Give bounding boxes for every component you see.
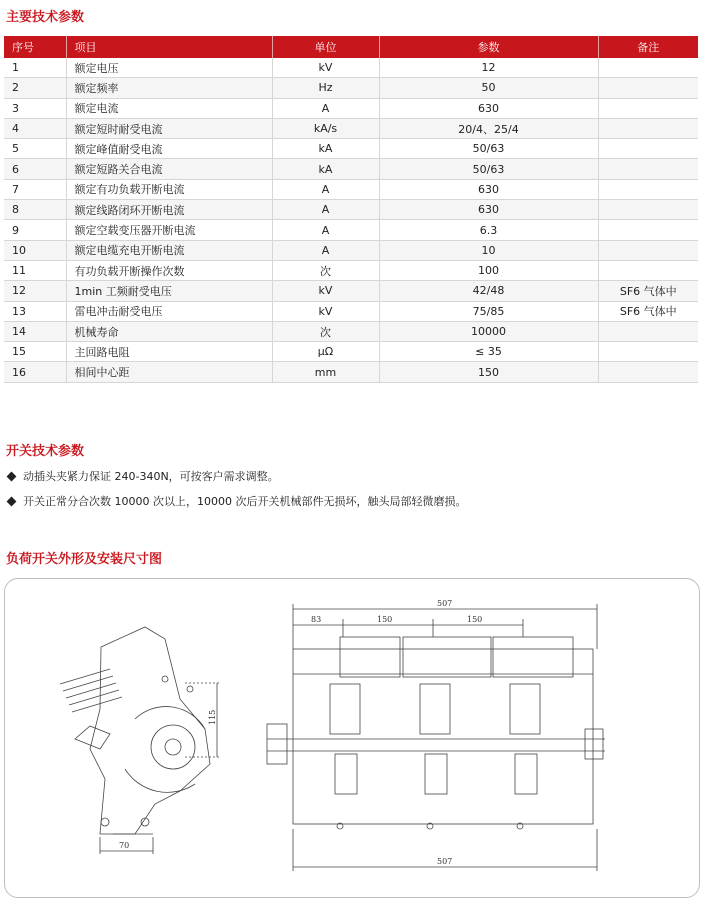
cell-item: 有功负载开断操作次数 bbox=[66, 260, 272, 280]
table-row bbox=[4, 139, 698, 159]
cell-no: 1 bbox=[4, 58, 66, 78]
cell-item: 额定频率 bbox=[66, 78, 272, 98]
cell-remark bbox=[598, 200, 698, 220]
table-row bbox=[4, 260, 698, 280]
cell-value: 50 bbox=[379, 78, 598, 98]
main-params-title: 主要技术参数 bbox=[6, 10, 85, 25]
cell-unit: μΩ bbox=[272, 342, 379, 362]
drawing-panel bbox=[4, 578, 700, 898]
cell-item: 额定空载变压器开断电流 bbox=[66, 220, 272, 240]
switch-params-title: 开关技术参数 bbox=[6, 444, 85, 459]
cell-item: 雷电冲击耐受电压 bbox=[66, 301, 272, 321]
cell-item: 相间中心距 bbox=[66, 362, 272, 382]
cell-remark bbox=[598, 362, 698, 382]
bullet-text: 动插头夹紧力保证 240-340N，可按客户需求调整。 bbox=[23, 470, 279, 483]
table-row bbox=[4, 118, 698, 138]
cell-value: 100 bbox=[379, 260, 598, 280]
cell-item: 1min 工频耐受电压 bbox=[66, 281, 272, 301]
cell-remark bbox=[598, 240, 698, 260]
cell-item: 额定线路闭环开断电流 bbox=[66, 200, 272, 220]
cell-unit: kV bbox=[272, 58, 379, 78]
cell-no: 8 bbox=[4, 200, 66, 220]
table-row bbox=[4, 240, 698, 260]
header-unit: 单位 bbox=[272, 36, 379, 58]
cell-unit: A bbox=[272, 200, 379, 220]
cell-value: ≤ 35 bbox=[379, 342, 598, 362]
header-item: 项目 bbox=[66, 36, 272, 58]
cell-no: 14 bbox=[4, 321, 66, 341]
cell-unit: 次 bbox=[272, 260, 379, 280]
cell-item: 额定短时耐受电流 bbox=[66, 118, 272, 138]
header-value: 参数 bbox=[379, 36, 598, 58]
cell-no: 3 bbox=[4, 98, 66, 118]
table-row bbox=[4, 342, 698, 362]
cell-remark bbox=[598, 342, 698, 362]
table-row bbox=[4, 281, 698, 301]
cell-no: 12 bbox=[4, 281, 66, 301]
header-remark: 备注 bbox=[598, 36, 698, 58]
cell-value: 6.3 bbox=[379, 220, 598, 240]
cell-item: 额定电压 bbox=[66, 58, 272, 78]
cell-unit: A bbox=[272, 240, 379, 260]
table-row bbox=[4, 200, 698, 220]
cell-item: 额定峰值耐受电流 bbox=[66, 139, 272, 159]
cell-no: 5 bbox=[4, 139, 66, 159]
table-row bbox=[4, 159, 698, 179]
dim-front-pitch-1: 150 bbox=[377, 615, 393, 624]
cell-no: 15 bbox=[4, 342, 66, 362]
cell-item: 主回路电阻 bbox=[66, 342, 272, 362]
cell-no: 9 bbox=[4, 220, 66, 240]
cell-item: 额定有功负载开断电流 bbox=[66, 179, 272, 199]
cell-unit: mm bbox=[272, 362, 379, 382]
cell-unit: kV bbox=[272, 301, 379, 321]
cell-unit: kA/s bbox=[272, 118, 379, 138]
table-row bbox=[4, 179, 698, 199]
cell-remark bbox=[598, 118, 698, 138]
dim-front-bottom: 507 bbox=[437, 857, 453, 866]
cell-remark: SF6 气体中 bbox=[598, 301, 698, 321]
cell-unit: A bbox=[272, 220, 379, 240]
cell-value: 20/4、25/4 bbox=[379, 118, 598, 138]
header-no: 序号 bbox=[4, 36, 66, 58]
table-row bbox=[4, 98, 698, 118]
cell-unit: A bbox=[272, 98, 379, 118]
cell-unit: 次 bbox=[272, 321, 379, 341]
cell-unit: kV bbox=[272, 281, 379, 301]
cell-value: 42/48 bbox=[379, 281, 598, 301]
cell-no: 13 bbox=[4, 301, 66, 321]
cell-remark bbox=[598, 139, 698, 159]
cell-remark: SF6 气体中 bbox=[598, 281, 698, 301]
dim-front-top: 507 bbox=[437, 599, 453, 608]
table-row bbox=[4, 58, 698, 78]
dim-front-left-offset: 83 bbox=[311, 615, 322, 624]
cell-item: 额定电流 bbox=[66, 98, 272, 118]
cell-remark bbox=[598, 260, 698, 280]
table-row bbox=[4, 220, 698, 240]
dim-side-width: 70 bbox=[119, 841, 130, 850]
cell-remark bbox=[598, 159, 698, 179]
cell-no: 4 bbox=[4, 118, 66, 138]
cell-no: 7 bbox=[4, 179, 66, 199]
side-view bbox=[60, 627, 220, 854]
table-row bbox=[4, 301, 698, 321]
cell-no: 10 bbox=[4, 240, 66, 260]
dim-front-pitch-2: 150 bbox=[467, 615, 483, 624]
spring-coil bbox=[60, 669, 122, 712]
cell-value: 75/85 bbox=[379, 301, 598, 321]
table-row bbox=[4, 362, 698, 382]
bullet-text: 开关正常分合次数 10000 次以上，10000 次后开关机械部件无损坏，触头局部轻微磨损。 bbox=[23, 495, 467, 508]
cell-value: 630 bbox=[379, 179, 598, 199]
cell-no: 6 bbox=[4, 159, 66, 179]
cell-remark bbox=[598, 220, 698, 240]
bullet-item bbox=[6, 470, 466, 495]
bullet-list bbox=[6, 470, 466, 520]
cell-value: 10000 bbox=[379, 321, 598, 341]
diamond-bullet-icon bbox=[7, 472, 17, 482]
spec-table bbox=[4, 36, 698, 383]
cell-value: 50/63 bbox=[379, 159, 598, 179]
dim-side-height: 115 bbox=[208, 709, 217, 725]
cell-unit: A bbox=[272, 179, 379, 199]
table-row bbox=[4, 78, 698, 98]
cell-unit: kA bbox=[272, 159, 379, 179]
front-view bbox=[267, 604, 605, 871]
cell-no: 16 bbox=[4, 362, 66, 382]
cell-value: 630 bbox=[379, 98, 598, 118]
cell-value: 10 bbox=[379, 240, 598, 260]
cell-unit: kA bbox=[272, 139, 379, 159]
cell-no: 2 bbox=[4, 78, 66, 98]
table-row bbox=[4, 321, 698, 341]
drawing-title: 负荷开关外形及安装尺寸图 bbox=[6, 552, 163, 567]
cell-value: 150 bbox=[379, 362, 598, 382]
table-header-row bbox=[4, 36, 698, 58]
cell-remark bbox=[598, 78, 698, 98]
cell-item: 额定电缆充电开断电流 bbox=[66, 240, 272, 260]
diamond-bullet-icon bbox=[7, 497, 17, 507]
cell-item: 机械寿命 bbox=[66, 321, 272, 341]
cell-remark bbox=[598, 98, 698, 118]
cell-value: 50/63 bbox=[379, 139, 598, 159]
cell-remark bbox=[598, 58, 698, 78]
cell-no: 11 bbox=[4, 260, 66, 280]
cell-unit: Hz bbox=[272, 78, 379, 98]
bullet-item bbox=[6, 495, 466, 520]
cell-remark bbox=[598, 179, 698, 199]
cell-remark bbox=[598, 321, 698, 341]
dimension-drawing bbox=[5, 579, 699, 897]
cell-value: 12 bbox=[379, 58, 598, 78]
cell-value: 630 bbox=[379, 200, 598, 220]
cell-item: 额定短路关合电流 bbox=[66, 159, 272, 179]
